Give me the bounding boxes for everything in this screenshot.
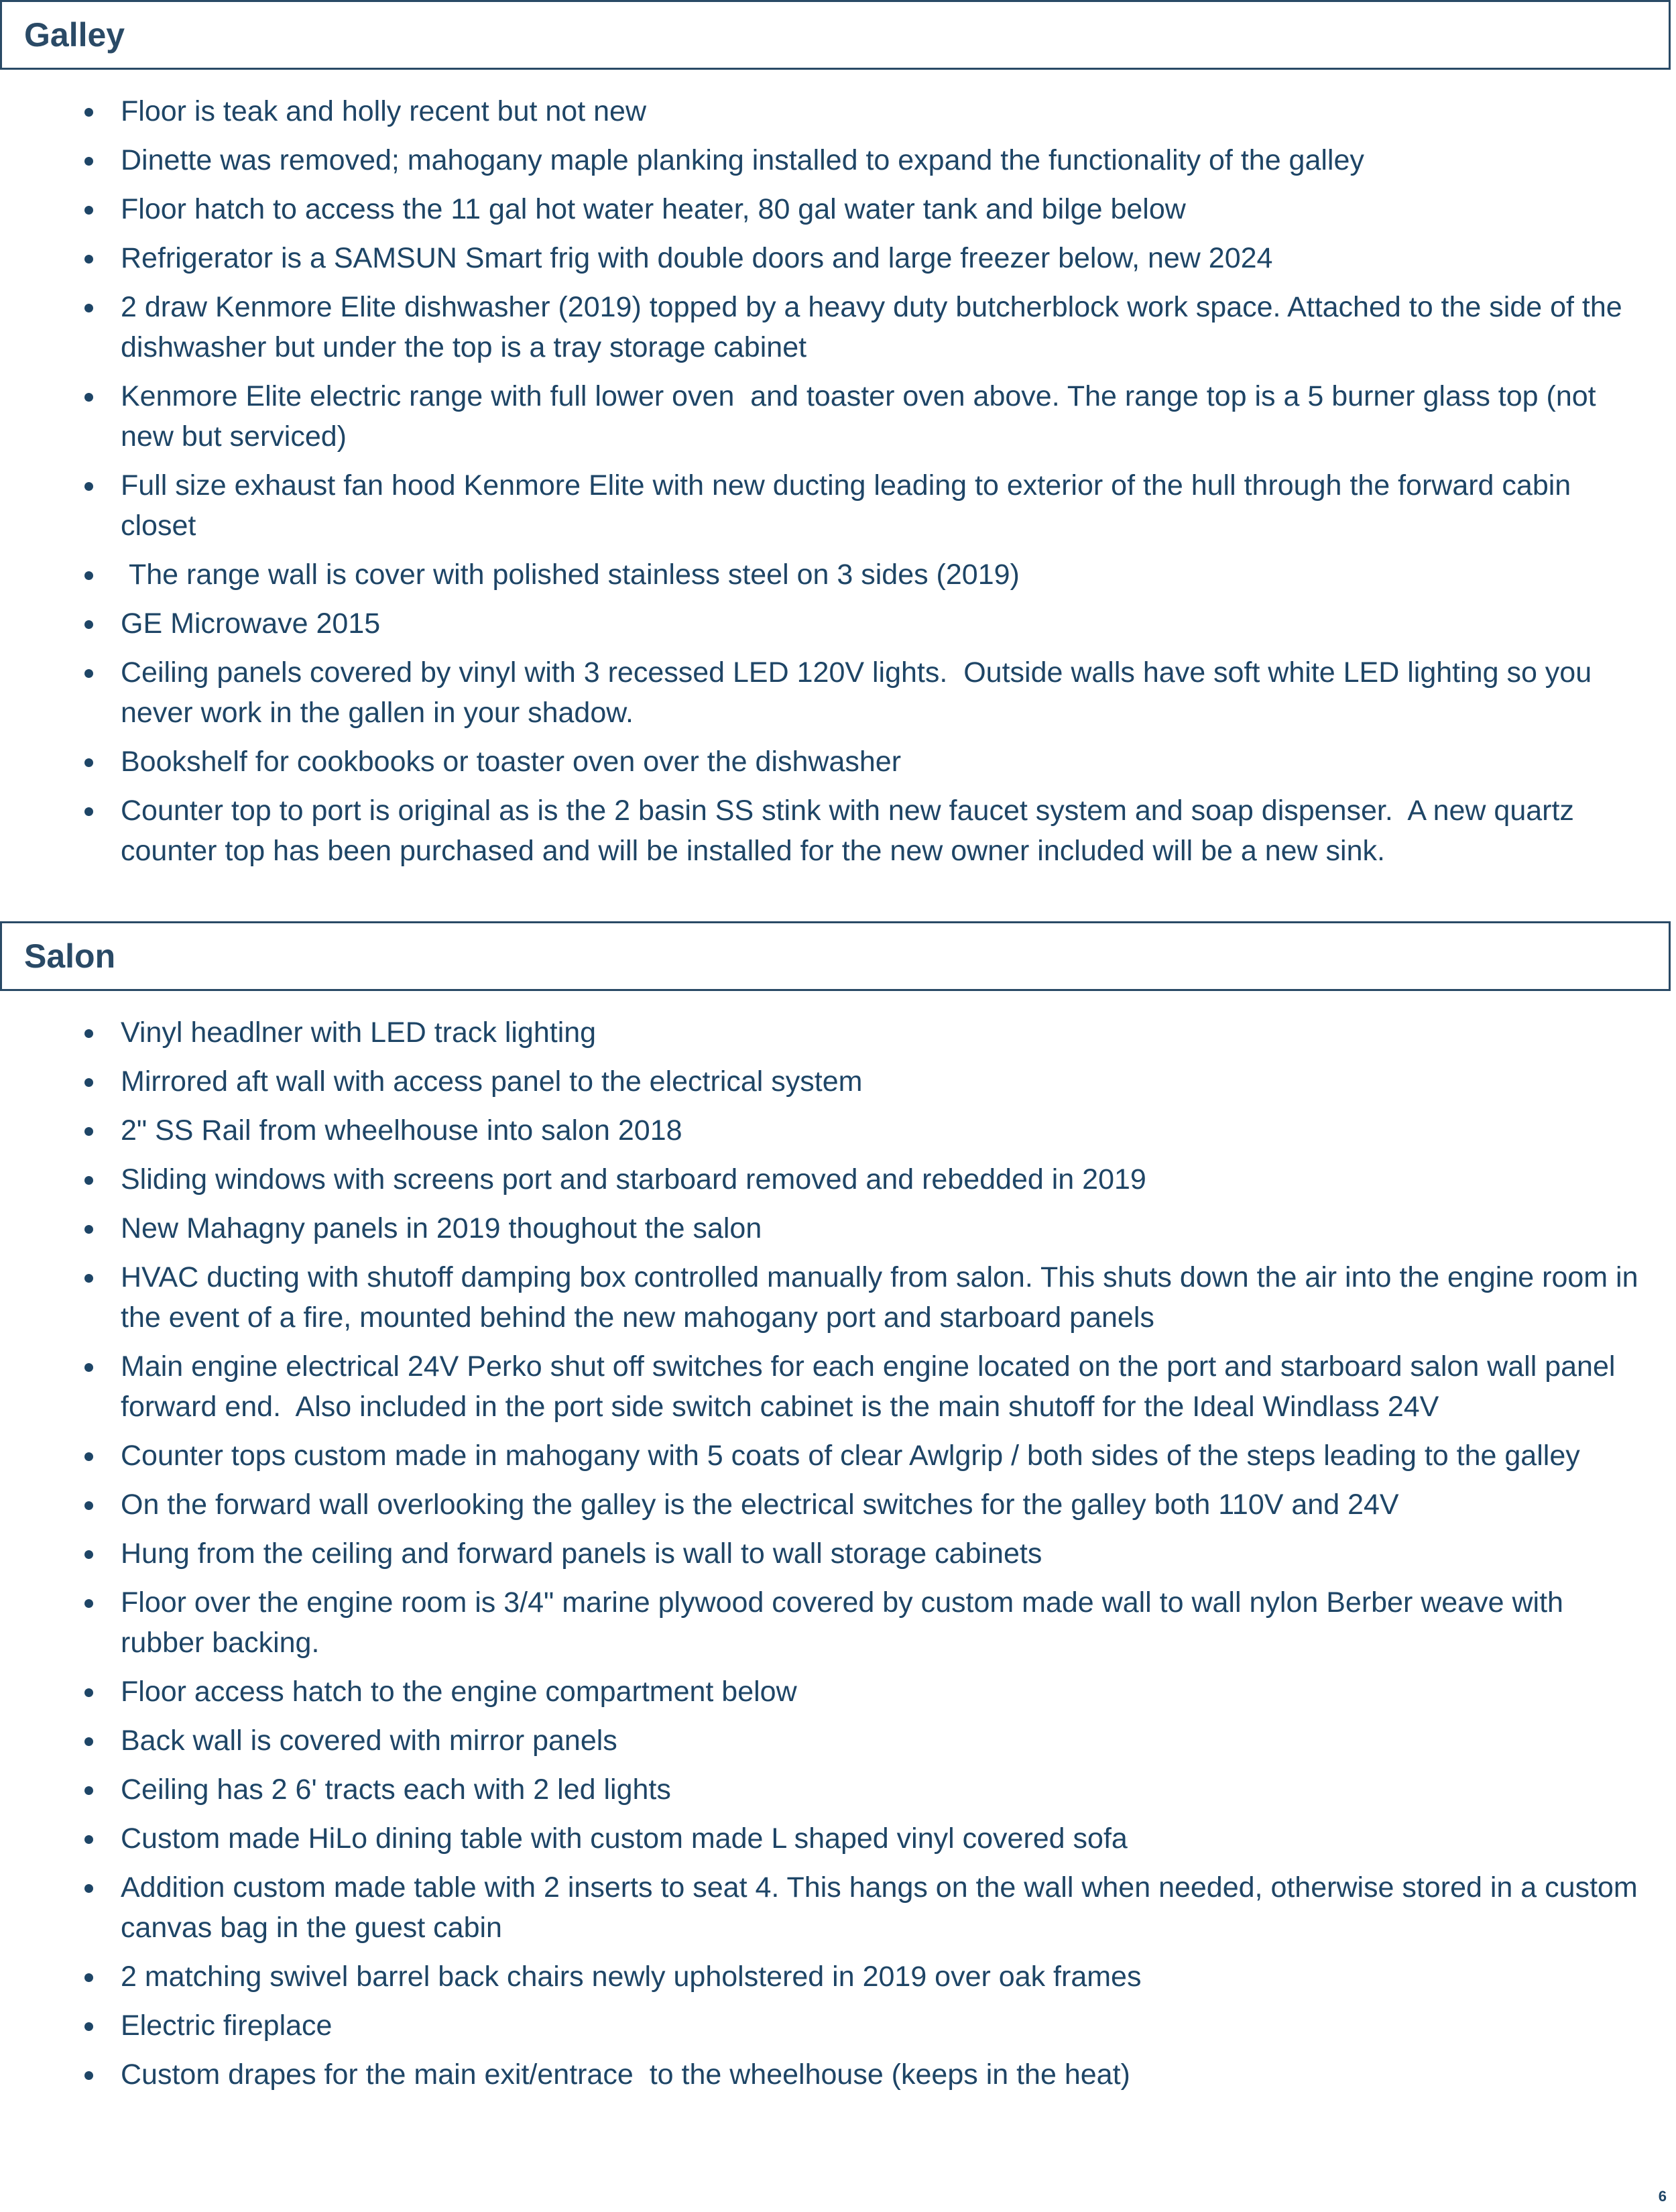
- list-item: Floor hatch to access the 11 gal hot water heater, 80 gal water tank and bilge below: [0, 189, 1676, 229]
- list-item: New Mahagny panels in 2019 thoughout the salon: [0, 1208, 1676, 1248]
- list-item: On the forward wall overlooking the galley is the electrical switches for the galley both 110V and 24V: [0, 1485, 1676, 1525]
- list-item: Bookshelf for cookbooks or toaster oven over the dishwasher: [0, 742, 1676, 782]
- list-item: Back wall is covered with mirror panels: [0, 1721, 1676, 1761]
- galley-list: [0, 91, 1676, 880]
- list-item: Floor access hatch to the engine compartment below: [0, 1672, 1676, 1712]
- list-item: Mirrored aft wall with access panel to the electrical system: [0, 1061, 1676, 1102]
- list-item: Full size exhaust fan hood Kenmore Elite with new ducting leading to exterior of the hull through the forward cabin closet: [0, 465, 1676, 546]
- list-item: Custom made HiLo dining table with custom made L shaped vinyl covered sofa: [0, 1818, 1676, 1859]
- salon-list: [0, 1012, 1676, 2103]
- galley-section-header: [0, 0, 1671, 70]
- list-item: Ceiling has 2 6' tracts each with 2 led lights: [0, 1769, 1676, 1810]
- galley-title: Galley: [24, 16, 125, 54]
- list-item: Electric fireplace: [0, 2005, 1676, 2046]
- list-item: 2" SS Rail from wheelhouse into salon 2018: [0, 1110, 1676, 1151]
- list-item: Floor over the engine room is 3/4" marine plywood covered by custom made wall to wall nylon Berber weave with rubber backing.: [0, 1582, 1676, 1663]
- salon-section-header: [0, 921, 1671, 991]
- list-item: Floor is teak and holly recent but not new: [0, 91, 1676, 131]
- list-item: Refrigerator is a SAMSUN Smart frig with double doors and large freezer below, new 2024: [0, 238, 1676, 278]
- list-item: Addition custom made table with 2 inserts to seat 4. This hangs on the wall when needed, otherwise stored in a custom canvas bag in the guest cabin: [0, 1867, 1676, 1948]
- list-item: Hung from the ceiling and forward panels is wall to wall storage cabinets: [0, 1533, 1676, 1574]
- list-item: Counter tops custom made in mahogany with 5 coats of clear Awlgrip / both sides of the steps leading to the galley: [0, 1436, 1676, 1476]
- list-item: Vinyl headlner with LED track lighting: [0, 1012, 1676, 1053]
- list-item: Sliding windows with screens port and starboard removed and rebedded in 2019: [0, 1159, 1676, 1200]
- list-item: GE Microwave 2015: [0, 603, 1676, 644]
- salon-title: Salon: [24, 937, 116, 975]
- list-item: 2 matching swivel barrel back chairs newly upholstered in 2019 over oak frames: [0, 1957, 1676, 1997]
- list-item: Main engine electrical 24V Perko shut off switches for each engine located on the port and starboard salon wall panel forward end. Also included in the port side switch cabinet is the main shutoff for the Ideal Windlass 24V: [0, 1346, 1676, 1427]
- list-item: Counter top to port is original as is the 2 basin SS stink with new faucet system and soap dispenser. A new quartz counter top has been purchased and will be installed for the new owner included will be a new sink.: [0, 791, 1676, 871]
- list-item: Kenmore Elite electric range with full lower oven and toaster oven above. The range top is a 5 burner glass top (not new but serviced): [0, 376, 1676, 457]
- list-item: 2 draw Kenmore Elite dishwasher (2019) topped by a heavy duty butcherblock work space. Attached to the side of the dishwasher but under the top is a tray storage cabinet: [0, 287, 1676, 367]
- list-item: Dinette was removed; mahogany maple planking installed to expand the functionality of the galley: [0, 140, 1676, 180]
- list-item: The range wall is cover with polished stainless steel on 3 sides (2019): [0, 555, 1676, 595]
- list-item: Ceiling panels covered by vinyl with 3 recessed LED 120V lights. Outside walls have soft white LED lighting so you never work in the gallen in your shadow.: [0, 652, 1676, 733]
- list-item: Custom drapes for the main exit/entrace to the wheelhouse (keeps in the heat): [0, 2054, 1676, 2095]
- list-item: HVAC ducting with shutoff damping box controlled manually from salon. This shuts down the air into the engine room in the event of a fire, mounted behind the new mahogany port and starboard panels: [0, 1257, 1676, 1338]
- page-number: 6: [1658, 2188, 1667, 2205]
